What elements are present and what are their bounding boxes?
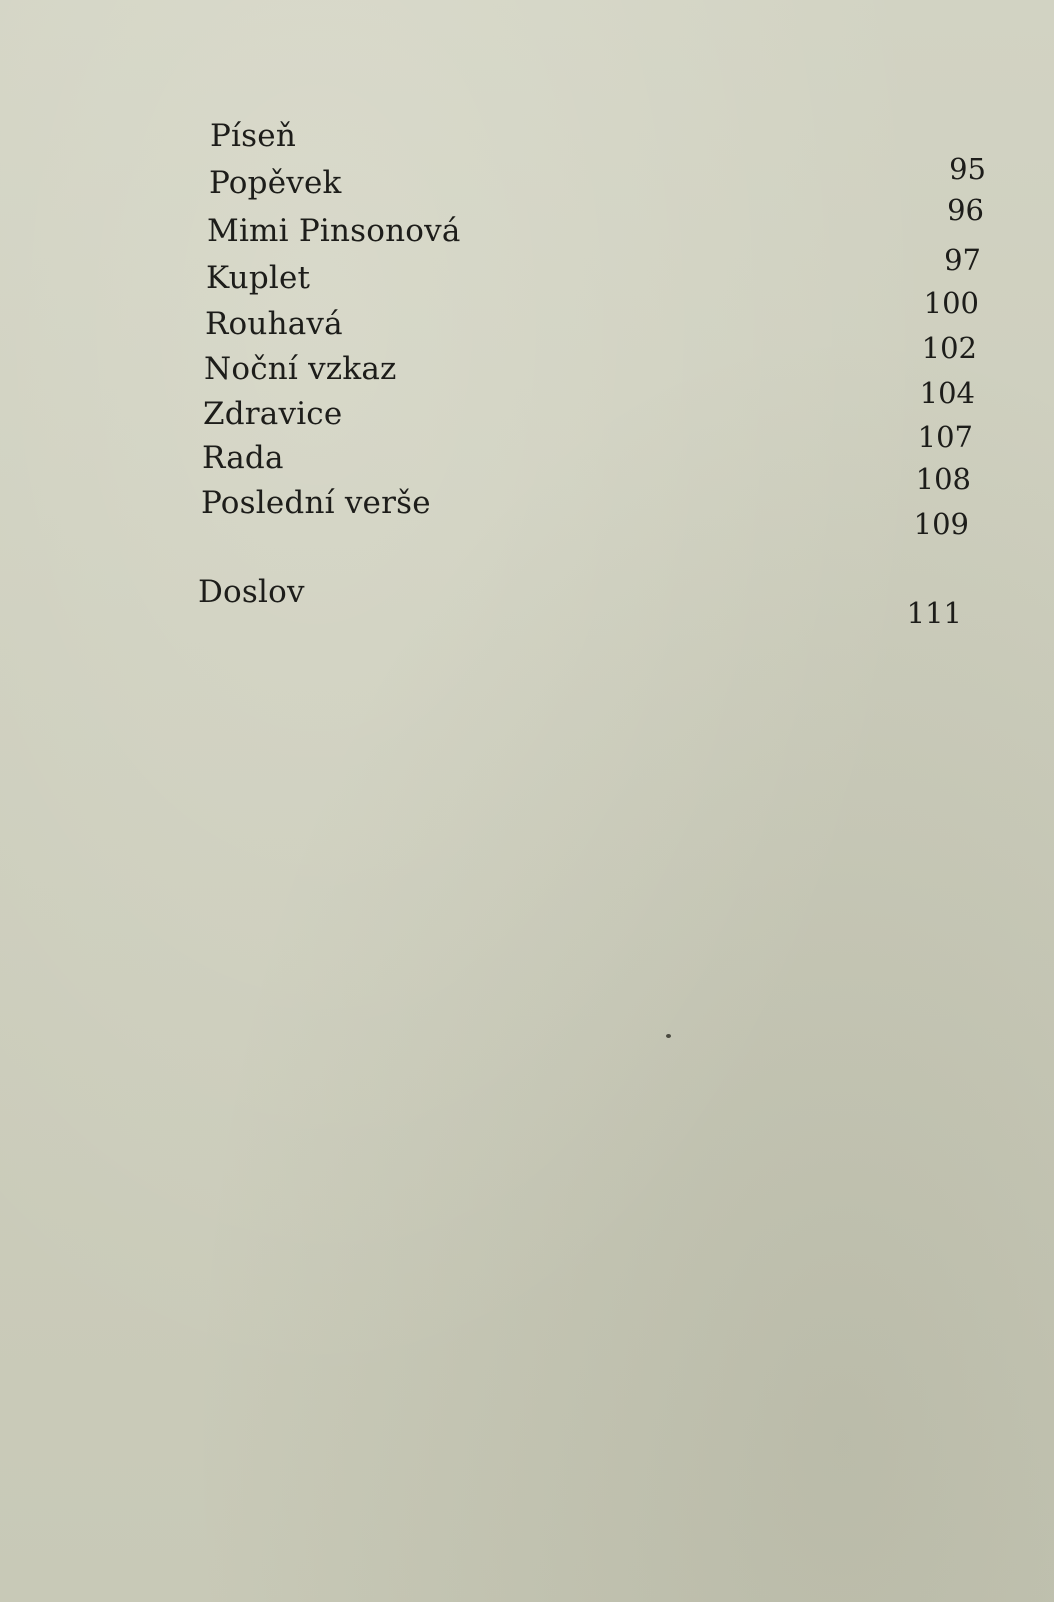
toc-entry-title: Poslední verše (201, 485, 431, 521)
toc-entry-page: 108 (915, 462, 971, 496)
toc-entry-page: 100 (923, 286, 979, 320)
toc-entry-title: Rada (202, 440, 284, 476)
toc-entry-title: Kuplet (206, 260, 311, 296)
toc-entry-title: Noční vzkaz (204, 351, 397, 387)
toc-entry-title: Zdravice (203, 396, 343, 432)
toc-entry-page: 109 (913, 507, 969, 541)
toc-entry-title: Rouhavá (205, 306, 343, 342)
toc-entry-page: 96 (947, 193, 984, 227)
toc-entry-page: 107 (917, 420, 973, 454)
toc-entry-page: 104 (919, 376, 975, 410)
toc-entry-page: 102 (921, 331, 977, 365)
toc-entry-page: 111 (906, 596, 962, 630)
toc-entry-title: Mimi Pinsonová (207, 213, 461, 249)
toc-entry-title: Píseň (210, 118, 296, 154)
toc-entry-page: 97 (944, 243, 981, 277)
toc-entry-page: 95 (949, 152, 986, 186)
paper-speck (666, 1034, 671, 1038)
toc-entry-title: Popěvek (209, 165, 342, 201)
toc-entry-title: Doslov (198, 574, 305, 610)
